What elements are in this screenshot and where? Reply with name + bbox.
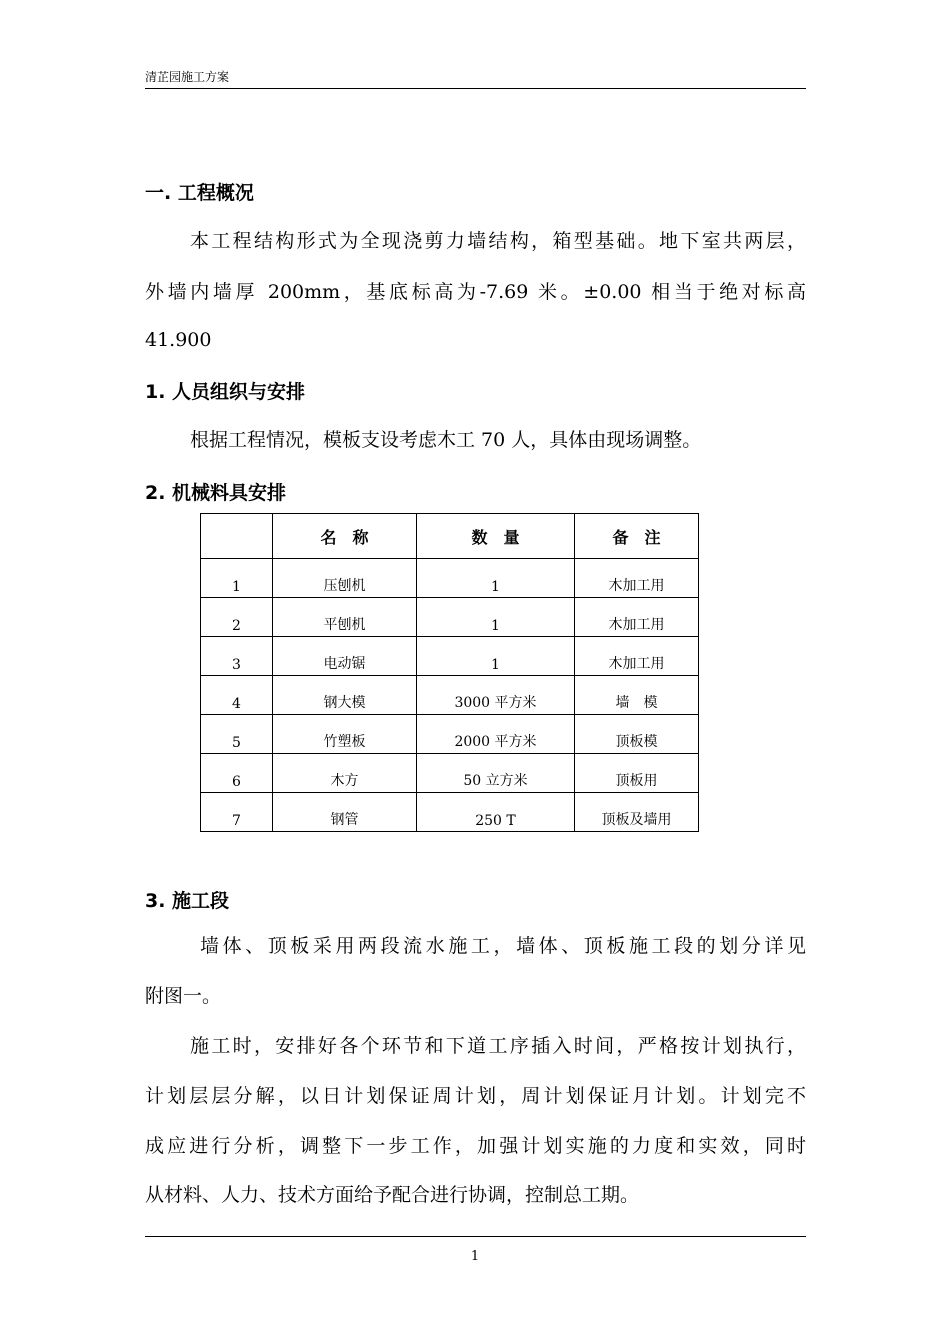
table-cell: 墙 模 xyxy=(575,676,699,715)
table-header-cell: 备 注 xyxy=(575,514,699,559)
stages-para2-line-4: 从材料、人力、技术方面给予配合进行协调，控制总工期。 xyxy=(145,1184,640,1206)
table-cell: 电动锯 xyxy=(273,637,417,676)
table-cell: 2 xyxy=(201,598,273,637)
table-cell: 钢管 xyxy=(273,793,417,832)
table-row xyxy=(201,637,699,676)
table-cell: 1 xyxy=(417,559,575,598)
table-cell: 4 xyxy=(201,676,273,715)
section-heading-overview: 一. 工程概况 xyxy=(145,182,254,204)
table-header-cell: 数 量 xyxy=(417,514,575,559)
table-cell: 木方 xyxy=(273,754,417,793)
running-header: 清芷园施工方案 xyxy=(145,70,230,84)
table-cell: 5 xyxy=(201,715,273,754)
equipment-table xyxy=(200,513,699,832)
table-row xyxy=(201,598,699,637)
table-cell: 木加工用 xyxy=(575,559,699,598)
staff-text: 根据工程情况，模板支设考虑木工 70 人，具体由现场调整。 xyxy=(190,429,702,451)
footer-rule xyxy=(145,1236,806,1237)
table-cell: 7 xyxy=(201,793,273,832)
table-row xyxy=(201,715,699,754)
stages-para2-line-1: 施工时，安排好各个环节和下道工序插入时间，严格按计划执行， xyxy=(190,1035,806,1057)
table-cell: 2000 平方米 xyxy=(417,715,575,754)
header-rule xyxy=(145,88,806,89)
table-header-cell xyxy=(201,514,273,559)
table-cell: 压刨机 xyxy=(273,559,417,598)
table-cell: 顶板模 xyxy=(575,715,699,754)
table-cell: 3 xyxy=(201,637,273,676)
overview-line-1: 本工程结构形式为全现浇剪力墙结构，箱型基础。地下室共两层， xyxy=(190,230,806,252)
table-row xyxy=(201,559,699,598)
table-cell: 木加工用 xyxy=(575,637,699,676)
table-cell: 3000 平方米 xyxy=(417,676,575,715)
stages-para2-line-2: 计划层层分解，以日计划保证周计划，周计划保证月计划。计划完不 xyxy=(145,1085,806,1107)
stages-para2-line-3: 成应进行分析，调整下一步工作，加强计划实施的力度和实效，同时 xyxy=(145,1135,806,1157)
table-cell: 1 xyxy=(417,637,575,676)
table-cell: 6 xyxy=(201,754,273,793)
table-cell: 1 xyxy=(201,559,273,598)
table-header-row xyxy=(201,514,699,559)
table-cell: 顶板用 xyxy=(575,754,699,793)
table-cell: 竹塑板 xyxy=(273,715,417,754)
page-number: 1 xyxy=(470,1249,480,1264)
table-cell: 顶板及墙用 xyxy=(575,793,699,832)
stages-para1-line-1: 墙体、顶板采用两段流水施工，墙体、顶板施工段的划分详见 xyxy=(200,935,806,957)
table-header-cell: 名 称 xyxy=(273,514,417,559)
overview-line-3: 41.900 xyxy=(145,329,212,351)
overview-line-2: 外墙内墙厚 200mm，基底标高为-7.69 米。±0.00 相当于绝对标高 xyxy=(145,281,806,303)
table-row xyxy=(201,676,699,715)
table-cell: 钢大模 xyxy=(273,676,417,715)
table-cell: 1 xyxy=(417,598,575,637)
table-cell: 250 T xyxy=(417,793,575,832)
table-row xyxy=(201,754,699,793)
table-cell: 平刨机 xyxy=(273,598,417,637)
table-cell: 木加工用 xyxy=(575,598,699,637)
table-row xyxy=(201,793,699,832)
section-heading-stages: 3. 施工段 xyxy=(145,890,230,912)
table-cell: 50 立方米 xyxy=(417,754,575,793)
stages-para1-line-2: 附图一。 xyxy=(145,985,222,1007)
section-heading-equipment: 2. 机械料具安排 xyxy=(145,482,287,504)
section-heading-staff: 1. 人员组织与安排 xyxy=(145,381,306,403)
